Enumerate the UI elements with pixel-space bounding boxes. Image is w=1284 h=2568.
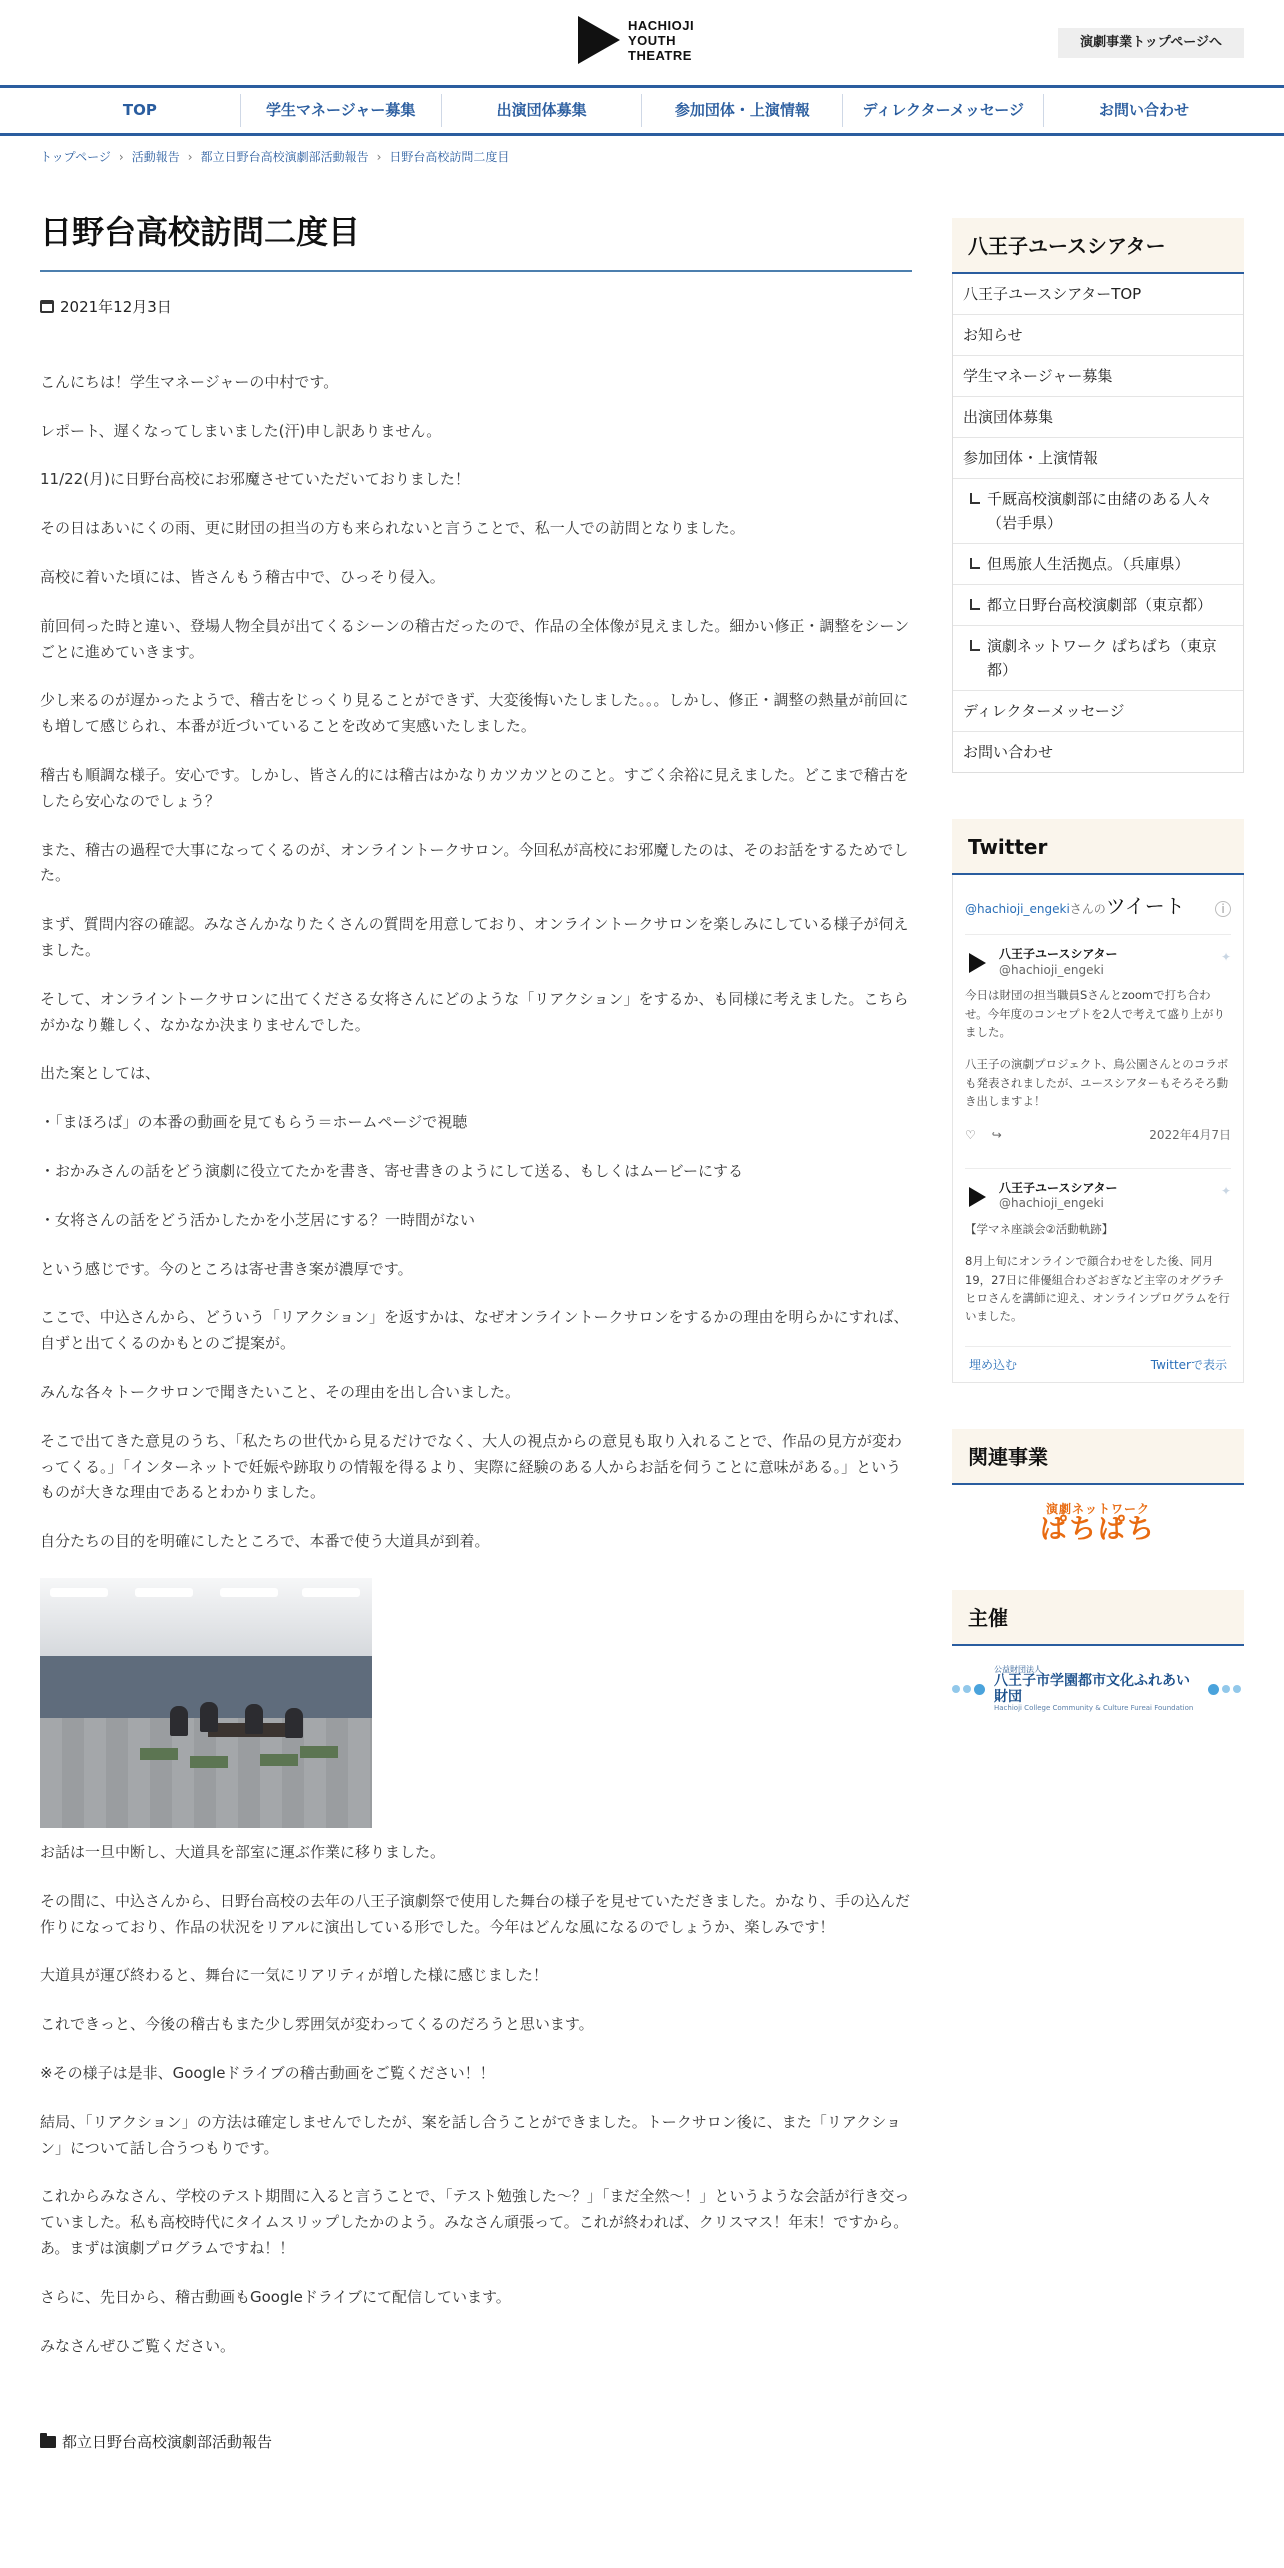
- nav-item-manager[interactable]: 学生マネージャー募集: [241, 94, 442, 127]
- post-category: [40, 2429, 912, 2455]
- tweet[interactable]: [965, 1168, 1231, 1346]
- twitter-title: Twitter: [952, 819, 1244, 875]
- embed-link[interactable]: 埋め込む: [969, 1357, 1018, 1372]
- logo-line: YOUTH: [628, 32, 676, 48]
- twitter-bird-icon[interactable]: ✦: [1220, 950, 1231, 964]
- article-paragraph: 出た案としては、: [40, 1064, 161, 1083]
- article-paragraph: そして、オンライントークサロンに出てくださる女将さんにどのような「リアクション」をするか、も同様に考えました。こちらがかなり難しく、なかなか決まりませんでした。: [40, 989, 909, 1034]
- article-paragraph: そこで出てきた意見のうち、「私たちの世代から見るだけでなく、大人の視点からの意見も取り入れることで、作品の見方が変わってくる。」「インターネットで妊娠や跡取りの情報を得るより、実際に経験のある人からお話を伺うことに意味がある。」というものが大きな理由であるとわかりました。: [40, 1431, 902, 1502]
- pachipachi-logo-small: 演劇ネットワーク: [1045, 1501, 1150, 1516]
- page-layout: [0, 172, 1284, 2496]
- nav-item-director[interactable]: ディレクターメッセージ: [843, 94, 1044, 127]
- tweet-actions: [965, 1125, 1231, 1146]
- heart-icon[interactable]: ♡: [965, 1127, 976, 1142]
- floor-mat: [300, 1746, 338, 1758]
- tweet-paragraph: 【学マネ座談会②活動軌跡】: [965, 1221, 1114, 1236]
- tweet-date[interactable]: 2022年4月7日: [1149, 1127, 1231, 1142]
- article-paragraph: まず、質問内容の確認。みなさんかなりたくさんの質問を用意しており、オンライントークサロンを楽しみにしている様子が伺えました。: [40, 915, 909, 959]
- timeline-header: [965, 889, 1231, 924]
- theatre-top-link[interactable]: 演劇事業トップページへ: [1058, 28, 1244, 58]
- article-paragraph: その日はあいにくの雨、更に財団の担当の方も来られないと言うことで、私一人での訪問となりました。: [40, 519, 745, 538]
- article-paragraph: また、稽古の過程で大事になってくるのが、オンライントークサロン。今回私が高校にお邪魔したのは、そのお話をするためでした。: [40, 840, 909, 885]
- person: [170, 1706, 188, 1736]
- article-paragraph: ここで、中込さんから、どういう「リアクション」を返すかは、なぜオンライントークサロンをするかの理由を明らかにすれば、自ずと出てくるのかもとのご提案が。: [40, 1308, 909, 1353]
- logo-line: THEATRE: [628, 47, 692, 63]
- avatar[interactable]: [965, 951, 989, 975]
- sidebar-subitem[interactable]: 千厩高校演劇部に由緒のある人々（岩手県）: [953, 478, 1243, 543]
- person: [285, 1708, 303, 1738]
- tweet-paragraph: 今日は財団の担当職員Sさんとzoomで打ち合わせ。今年度のコンセプトを2人で考えて盛り上がりました。: [965, 988, 1225, 1039]
- twitter-bird-icon[interactable]: ✦: [1220, 1183, 1231, 1198]
- sidebar-menu-widget: [952, 218, 1244, 773]
- foundation-type: 公益財団法人: [994, 1664, 1042, 1674]
- nav-item-contact[interactable]: お問い合わせ: [1099, 101, 1190, 119]
- sidebar-subitem[interactable]: 都立日野台高校演劇部（東京都）: [953, 584, 1243, 625]
- tweet-paragraph: 8月上旬にオンラインで顔合わせをした後、同月19，27日に俳優組合わざおぎなど主宰のオグラチヒロさんを講師に迎え、オンラインプログラムを行いました。: [965, 1254, 1230, 1324]
- timeline-heading: ツイート: [1105, 894, 1185, 918]
- article-paragraph: その間に、中込さんから、日野台高校の去年の八王子演劇祭で使用した舞台の様子を見せていただきました。かなり、手の込んだ作りになっており、作品の状況をリアルに演出している形でした。今年はどんな風になるのでしょうか、楽しみです！: [40, 1891, 911, 1936]
- foundation-name: [994, 1666, 1202, 1713]
- logo-wordmark: [628, 18, 694, 63]
- foundation-logo[interactable]: [952, 1646, 1244, 1713]
- floor-mat: [190, 1756, 228, 1768]
- paragraphs-before-photo: [40, 370, 912, 1555]
- dots-left-icon: [952, 1684, 988, 1695]
- tweet[interactable]: [965, 934, 1231, 1158]
- nav-item-groups[interactable]: 参加団体・上演情報: [642, 94, 843, 127]
- sidebar-item[interactable]: お問い合わせ: [953, 731, 1243, 772]
- floor-mat: [260, 1754, 298, 1766]
- article-paragraph: 11/22(月)に日野台高校にお邪魔させていただいておりました！: [40, 470, 470, 489]
- article-paragraph: ・女将さんの話をどう活かしたかを小芝居にする？一時間がない: [40, 1210, 476, 1229]
- article-paragraph: 大道具が運び終わると、舞台に一気にリアリティが増した様に感じました！: [40, 1966, 548, 1985]
- article-paragraph: 少し来るのが遅かったようで、稽古をじっくり見ることができず、大変後悔いたしました。。。しかし、修正・調整の熱量が前回にも増して感じられ、本番が近づいていることを改めて実感いたしました。: [40, 691, 909, 736]
- tweet-list: [965, 934, 1231, 1346]
- ceiling-lamp: [220, 1588, 278, 1597]
- tweet-handle[interactable]: @hachioji_engeki: [999, 962, 1104, 977]
- global-nav: [0, 88, 1284, 136]
- timeline-account-link[interactable]: @hachioji_engeki: [965, 902, 1070, 916]
- twitter-timeline: [952, 875, 1244, 1383]
- breadcrumb-category[interactable]: 都立日野台高校演劇部活動報告: [200, 150, 369, 164]
- sidebar-item[interactable]: 学生マネージャー募集: [953, 355, 1243, 396]
- avatar[interactable]: [965, 1185, 989, 1209]
- article-paragraph: こんにちは！学生マネージャーの中村です。: [40, 372, 339, 391]
- breadcrumb: [0, 136, 1284, 172]
- play-triangle-icon: [578, 16, 620, 64]
- site-header: [0, 0, 1284, 88]
- article-paragraph: レポート、遅くなってしまいました(汗)申し訳ありません。: [40, 421, 442, 440]
- timeline-suffix: さんの: [1069, 902, 1106, 916]
- nav-item-recruit[interactable]: 出演団体募集: [442, 94, 643, 127]
- breadcrumb-home[interactable]: トップページ: [40, 150, 111, 164]
- person: [200, 1702, 218, 1732]
- ceiling-lamp: [50, 1588, 108, 1597]
- post-date-text: 2021年12月3日: [60, 297, 172, 316]
- sidebar-subitem[interactable]: 演劇ネットワーク ぱちぱち（東京都）: [953, 625, 1243, 690]
- article: [40, 172, 912, 2496]
- article-body: [40, 370, 912, 2359]
- tweet-header: [965, 947, 1231, 978]
- article-paragraph: ・「まほろば」の本番の動画を見てもらう＝ホームページで視聴: [40, 1113, 468, 1132]
- site-logo[interactable]: [578, 16, 694, 64]
- article-paragraph: 自分たちの目的を明確にしたところで、本番で使う大道具が到着。: [40, 1532, 490, 1551]
- article-paragraph: という感じです。今のところは寄せ書き案が濃厚です。: [40, 1259, 413, 1278]
- sidebar: [952, 172, 1244, 2496]
- pachipachi-logo[interactable]: [1040, 1503, 1156, 1544]
- sidebar-subitem[interactable]: 但馬旅人生活拠点。（兵庫県）: [953, 543, 1243, 584]
- breadcrumb-reports[interactable]: 活動報告: [131, 150, 180, 164]
- article-paragraph: みなさんぜひご覧ください。: [40, 2336, 236, 2355]
- sidebar-menu-title: 八王子ユースシアター: [952, 218, 1244, 274]
- breadcrumb-current: 日野台高校訪問二度目: [389, 150, 510, 164]
- post-date: [40, 294, 912, 320]
- tweet-header: [965, 1181, 1231, 1212]
- twitter-widget: [952, 819, 1244, 1383]
- nav-item-top[interactable]: TOP: [40, 94, 241, 127]
- person: [245, 1704, 263, 1734]
- chevron-right-icon: ›: [376, 150, 382, 164]
- foundation-english: Hachioji College Community & Culture Fureai Foundation: [994, 1704, 1194, 1713]
- ceiling-lamp: [302, 1588, 360, 1597]
- article-paragraph: みんな各々トークサロンで聞きたいこと、その理由を出し合いました。: [40, 1382, 521, 1401]
- tweet-text: [965, 1220, 1231, 1326]
- article-paragraph: ・おかみさんの話をどう演劇に役立てたかを書き、寄せ書きのようにして送る、もしくはムービーにする: [40, 1161, 744, 1180]
- category-link[interactable]: 都立日野台高校演劇部活動報告: [62, 2433, 273, 2452]
- article-paragraph: これからみなさん、学校のテスト期間に入ると言うことで、「テスト勉強した〜？」「まだ全然〜！」というような会話が行き交っていました。私も高校時代にタイムスリップしたかのよう。みなさん頑張って。これが終われば、クリスマス！年末！ですから。あ。まずは演劇プログラムですね！！: [40, 2187, 910, 2257]
- article-paragraph: これできっと、今後の稽古もまた少し雰囲気が変わってくるのだろうと思います。: [40, 2015, 594, 2034]
- tweet-author[interactable]: 八王子ユースシアター: [999, 1180, 1118, 1195]
- view-on-twitter-link[interactable]: Twitterで表示: [1150, 1357, 1227, 1372]
- tweet-handle[interactable]: @hachioji_engeki: [999, 1196, 1104, 1211]
- ceiling: [40, 1578, 372, 1658]
- article-paragraph: ※その様子は是非、Googleドライブの稽古動画をご覧ください！！: [40, 2063, 495, 2082]
- page-title: 日野台高校訪問二度目: [40, 212, 912, 272]
- article-paragraph: さらに、先日から、稽古動画もGoogleドライブにて配信しています。: [40, 2287, 511, 2306]
- paragraphs-after-photo: [40, 1840, 912, 2359]
- sidebar-item[interactable]: 出演団体募集: [953, 396, 1243, 437]
- sidebar-item[interactable]: 八王子ユースシアターTOP: [963, 285, 1142, 303]
- sponsor-widget: [952, 1590, 1244, 1713]
- dots-right-icon: [1208, 1684, 1244, 1695]
- sidebar-item[interactable]: ディレクターメッセージ: [953, 690, 1243, 731]
- foundation-title: 八王子市学園都市文化ふれあい財団: [994, 1673, 1190, 1705]
- chevron-right-icon: ›: [187, 150, 193, 164]
- article-paragraph: 前回伺った時と違い、登場人物全員が出てくるシーンの稽古だったので、作品の全体像が見えました。細かい修正・調整をシーンごとに進めていきます。: [40, 616, 910, 661]
- article-paragraph: 稽古も順調な様子。安心です。しかし、皆さん的には稽古はかなりカツカツとのこと。すごく余裕に見えました。どこまで稽古をしたら安心なのでしょう？: [40, 766, 909, 810]
- article-paragraph: 結局、「リアクション」の方法は確定しませんでしたが、案を話し合うことができました。トークサロン後に、また「リアクション」について話し合うつもりです。: [40, 2112, 902, 2157]
- floor: [40, 1718, 372, 1828]
- logo-line: HACHIOJI: [628, 17, 695, 33]
- ceiling-lamp: [135, 1588, 193, 1597]
- article-paragraph: 高校に着いた頃には、皆さんもう稽古中で、ひっそり侵入。: [40, 568, 445, 587]
- tweet-paragraph: 八王子の演劇プロジェクト、鳥公園さんとのコラボも発表されましたが、ユースシアターもそろそろ動き出しますよ！: [965, 1057, 1229, 1109]
- sponsor-title: 主催: [952, 1590, 1244, 1646]
- info-icon[interactable]: i: [1215, 901, 1231, 917]
- sidebar-item[interactable]: お知らせ: [953, 314, 1243, 355]
- chevron-right-icon: ›: [118, 150, 124, 164]
- calendar-icon: [40, 300, 54, 313]
- tweet-text: [965, 986, 1231, 1110]
- sidebar-menu: [952, 274, 1244, 773]
- related-title: 関連事業: [952, 1429, 1244, 1485]
- related-banner-wrap: [952, 1485, 1244, 1544]
- sidebar-item[interactable]: 参加団体・上演情報: [953, 437, 1243, 478]
- pachipachi-logo-big: ぱちぱち: [1040, 1514, 1156, 1545]
- article-paragraph: お話は一旦中断し、大道具を部室に運ぶ作業に移りました。: [40, 1842, 446, 1861]
- related-widget: [952, 1429, 1244, 1544]
- folder-icon: [40, 2436, 56, 2448]
- timeline-footer: [965, 1346, 1231, 1382]
- rehearsal-photo: [40, 1578, 372, 1828]
- floor-mat: [140, 1748, 178, 1760]
- share-icon[interactable]: ↪: [991, 1127, 1002, 1142]
- tweet-author[interactable]: 八王子ユースシアター: [999, 947, 1118, 961]
